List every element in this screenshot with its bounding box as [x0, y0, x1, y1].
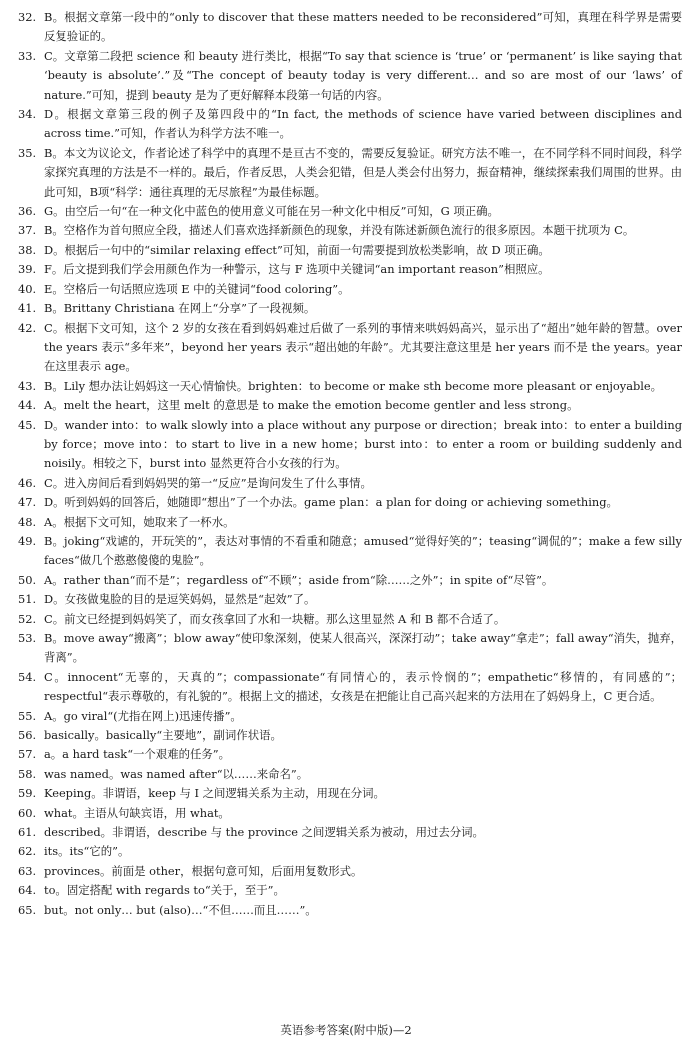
- answer-item: [18, 901, 682, 920]
- answer-item: [18, 319, 682, 377]
- answer-explanation: to。固定搭配 with regards to“关于，至于”。: [44, 883, 285, 898]
- answer-number: 56.: [18, 728, 37, 743]
- answer-number: 37.: [18, 223, 37, 238]
- answer-explanation: A。melt the heart，这里 melt 的意思是 to make the emotion become gentler and less strong。: [44, 398, 579, 413]
- answer-explanation: B。Brittany Christiana 在网上“分享”了一段视频。: [44, 301, 316, 316]
- answer-item: [18, 493, 682, 512]
- answer-number: 65.: [18, 902, 37, 917]
- answer-item: [18, 629, 682, 668]
- answer-explanation: C。进入房间后看到妈妈哭的第一“反应”是询问发生了什么事情。: [44, 475, 372, 490]
- answer-explanation: was named。was named after“以……来命名”。: [44, 766, 309, 781]
- answer-number: 33.: [18, 48, 37, 63]
- answer-number: 57.: [18, 747, 37, 762]
- answer-number: 34.: [18, 107, 37, 122]
- answer-explanation: provinces。前面是 other，根据句意可知，后面用复数形式。: [44, 863, 363, 878]
- answer-number: 59.: [18, 786, 37, 801]
- answer-number: 62.: [18, 844, 37, 859]
- answer-number: 35.: [18, 145, 37, 160]
- answer-number: 46.: [18, 475, 37, 490]
- answer-explanation: B。本文为议论文，作者论述了科学中的真理不是亘古不变的，需要反复验证。研究方法不唯一，在不同学科不同时间段，科学家探究真理的方法是不一样的。最后，作者反思，人类会犯错，但是人类会付出努力，振奋精神，继续探索我们周围的世界。由此可知，B项“科学：通往真理的无尽旅程”为最佳标题。: [44, 145, 682, 199]
- answer-explanation: D。女孩做鬼脸的目的是逗笑妈妈，显然是“起效”了。: [44, 592, 316, 607]
- answer-number: 36.: [18, 204, 37, 219]
- answer-explanation: C。innocent“无辜的，天真的”；compassionate“有同情心的，表示怜悯的”；empathetic“移情的，有同感的”；respectful“表示尊敬的，有礼貌的”。根据上文的描述，女孩是在把能让自己高兴起来的方法用在了妈妈身上，C 更合适。: [44, 669, 682, 704]
- answer-item: [18, 202, 682, 221]
- answer-item: [18, 280, 682, 299]
- page-footer: 英语参考答案(附中版)—2: [280, 1023, 412, 1037]
- answer-number: 58.: [18, 766, 37, 781]
- answer-explanation: Keeping。非谓语，keep 与 I 之间逻辑关系为主动，用现在分词。: [44, 786, 385, 801]
- answer-explanation: C。根据下文可知，这个 2 岁的女孩在看到妈妈难过后做了一系列的事情来哄妈妈高兴，显示出了“超出”她年龄的智慧。over the years 表示“多年来”，beyond her years 表示“超出她的年龄”。尤其要注意这里是 her years 而不是 the years。year 在这里表示 age。: [44, 320, 682, 374]
- answer-number: 48.: [18, 514, 37, 529]
- answer-item: [18, 881, 682, 900]
- answer-number: 64.: [18, 883, 37, 898]
- answer-number: 63.: [18, 863, 37, 878]
- answer-explanation: B。move away“搬离”；blow away“使印象深刻，使某人很高兴，深深打动”；take away“拿走”；fall away“消失，抛弃，背离”。: [44, 631, 682, 665]
- answer-explanation: C。文章第二段把 science 和 beauty 进行类比，根据“To say that science is ‘true’ or ‘permanent’ is like saying that ‘beauty is absolute’.”及“The concept of beauty today is very different… and so are most of our ‘laws’ of nature.”可知，提到 beauty 是为了更好解释本段第一句话的内容。: [44, 48, 682, 102]
- answer-number: 60.: [18, 805, 37, 820]
- answer-explanation: C。前文已经提到妈妈笑了，而女孩拿回了水和一块糖。那么这里显然 A 和 B 都不合适了。: [44, 611, 506, 626]
- answer-number: 50.: [18, 572, 37, 587]
- answer-number: 51.: [18, 592, 37, 607]
- answer-explanation: basically。basically“主要地”，副词作状语。: [44, 728, 282, 743]
- answer-item: [18, 474, 682, 493]
- answer-item: [18, 377, 682, 396]
- answer-explanation: a。a hard task“一个艰难的任务”。: [44, 747, 230, 762]
- answer-item: [18, 765, 682, 784]
- answer-explanation: B。joking“戏谑的，开玩笑的”，表达对事情的不看重和随意；amused“觉得好笑的”；teasing“调侃的”；make a few silly faces“做几个憨憨傻傻的鬼脸”。: [44, 533, 682, 568]
- answer-item: [18, 804, 682, 823]
- answer-explanation: B。空格作为首句照应全段，描述人们喜欢选择新颜色的现象，并没有陈述新颜色流行的很多原因。本题干扰项为 C。: [44, 223, 635, 238]
- answer-item: [18, 8, 682, 47]
- answer-number: 52.: [18, 611, 37, 626]
- answer-item: [18, 416, 682, 474]
- answer-explanation: D。听到妈妈的回答后，她随即“想出”了一个办法。game plan：a plan for doing or achieving something。: [44, 495, 618, 510]
- answer-number: 49.: [18, 533, 37, 548]
- answer-item: [18, 707, 682, 726]
- answer-explanation: D。根据后一句中的“similar relaxing effect”可知，前面一句需要提到放松类影响，故 D 项正确。: [44, 242, 550, 257]
- answer-explanation: F。后文提到我们学会用颜色作为一种警示，这与 F 选项中关键词“an important reason”相照应。: [44, 262, 550, 277]
- answer-explanation: described。非谓语，describe 与 the province 之间逻辑关系为被动，用过去分词。: [44, 825, 484, 840]
- answer-number: 41.: [18, 301, 37, 316]
- answer-explanation: E。空格后一句话照应选项 E 中的关键词“food coloring”。: [44, 281, 350, 296]
- answer-explanation: B。根据文章第一段中的“only to discover that these matters needed to be reconsidered”可知，真理在科学界是需要反复验证的。: [44, 10, 682, 44]
- answer-item: [18, 513, 682, 532]
- answer-number: 61.: [18, 825, 37, 840]
- answer-number: 40.: [18, 281, 37, 296]
- answer-item: [18, 668, 682, 707]
- answer-number: 44.: [18, 398, 37, 413]
- answer-explanation: G。由空后一句“在一种文化中蓝色的使用意义可能在另一种文化中相反”可知，G 项正确。: [44, 204, 499, 219]
- answer-item: [18, 726, 682, 745]
- answer-item: [18, 241, 682, 260]
- answer-number: 32.: [18, 10, 37, 24]
- answer-explanation: D。wander into：to walk slowly into a place without any purpose or direction；break into：to enter a building by force；move into：to start to live in a new home；burst into：to enter a room or building suddenly and noisily。相较之下，burst into 显然更符合小女孩的行为。: [44, 417, 682, 471]
- answer-item: [18, 221, 682, 240]
- answer-item: [18, 823, 682, 842]
- answer-number: 39.: [18, 262, 37, 277]
- answer-number: 43.: [18, 378, 37, 393]
- answer-item: [18, 260, 682, 279]
- answer-number: 42.: [18, 320, 37, 335]
- answer-number: 55.: [18, 708, 37, 723]
- answer-list: [18, 8, 682, 920]
- answer-item: [18, 396, 682, 415]
- answer-item: [18, 862, 682, 881]
- answer-number: 38.: [18, 242, 37, 257]
- answer-explanation: B。Lily 想办法让妈妈这一天心情愉快。brighten：to become or make sth become more pleasant or enjoyable。: [44, 378, 663, 393]
- answer-item: [18, 532, 682, 571]
- answer-item: [18, 299, 682, 318]
- answer-explanation: what。主语从句缺宾语，用 what。: [44, 805, 230, 820]
- answer-number: 47.: [18, 495, 37, 510]
- answer-item: [18, 571, 682, 590]
- answer-explanation: A。rather than“而不是”；regardless of“不顾”；aside from“除……之外”；in spite of“尽管”。: [44, 572, 554, 587]
- answer-explanation: but。not only… but (also)…“不但……而且……”。: [44, 902, 317, 917]
- answer-item: [18, 144, 682, 202]
- answer-item: [18, 745, 682, 764]
- answer-item: [18, 784, 682, 803]
- answer-explanation: A。go viral“(尤指在网上)迅速传播”。: [44, 708, 242, 723]
- answer-number: 54.: [18, 669, 37, 684]
- answer-explanation: A。根据下文可知，她取来了一杯水。: [44, 514, 235, 529]
- answer-number: 53.: [18, 631, 37, 645]
- answer-explanation: D。根据文章第三段的例子及第四段中的“In fact, the methods of science have varied between disciplines and across time.”可知，作者认为科学方法不唯一。: [44, 107, 682, 141]
- answer-item: [18, 47, 682, 105]
- answer-item: [18, 610, 682, 629]
- answer-number: 45.: [18, 417, 37, 432]
- answer-item: [18, 590, 682, 609]
- answer-explanation: its。its“它的”。: [44, 844, 130, 859]
- answer-item: [18, 842, 682, 861]
- answer-item: [18, 105, 682, 144]
